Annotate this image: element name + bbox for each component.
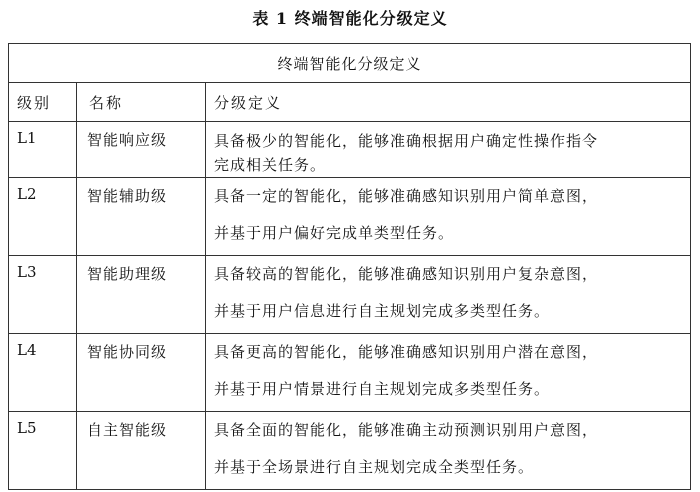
definition-line: 具备较高的智能化，能够准确感知识别用户复杂意图， [214, 265, 599, 283]
name-cell: 自主智能级 [77, 412, 206, 490]
definition-cell [206, 334, 691, 412]
definition-cell [206, 178, 691, 256]
table-row [9, 122, 691, 178]
name-cell: 智能辅助级 [77, 178, 206, 256]
definition-cell [206, 122, 691, 178]
table-title: 终端智能化分级定义 [9, 44, 691, 83]
table-header-row [9, 83, 691, 122]
name-cell: 智能协同级 [77, 334, 206, 412]
intelligence-level-table [8, 43, 691, 490]
name-cell: 智能助理级 [77, 256, 206, 334]
header-name: 名称 [77, 83, 206, 122]
header-level: 级别 [9, 83, 77, 122]
table-row [9, 334, 691, 412]
level-cell: L1 [9, 122, 77, 178]
definition-line: 具备更高的智能化，能够准确感知识别用户潜在意图， [214, 343, 599, 361]
definition-line: 具备全面的智能化，能够准确主动预测识别用户意图， [214, 421, 599, 439]
level-cell: L2 [9, 178, 77, 256]
definition-line: 并基于用户信息进行自主规划完成多类型任务。 [214, 302, 551, 320]
definition-line: 并基于用户偏好完成单类型任务。 [214, 224, 455, 242]
definition-cell [206, 256, 691, 334]
definition-line: 完成相关任务。 [214, 156, 327, 174]
definition-line: 并基于全场景进行自主规划完成全类型任务。 [214, 458, 535, 476]
level-cell: L4 [9, 334, 77, 412]
level-cell: L3 [9, 256, 77, 334]
definition-line: 并基于用户情景进行自主规划完成多类型任务。 [214, 380, 551, 398]
table-row [9, 178, 691, 256]
table-caption: 表 1 终端智能化分级定义 [252, 9, 448, 28]
table-row [9, 256, 691, 334]
name-cell: 智能响应级 [77, 122, 206, 178]
level-cell: L5 [9, 412, 77, 490]
definition-line: 具备一定的智能化，能够准确感知识别用户简单意图， [214, 187, 599, 205]
definition-cell [206, 412, 691, 490]
table-title-row [9, 44, 691, 83]
definition-line: 具备极少的智能化，能够准确根据用户确定性操作指令 [214, 132, 599, 150]
header-definition: 分级定义 [206, 83, 691, 122]
table-row [9, 412, 691, 490]
